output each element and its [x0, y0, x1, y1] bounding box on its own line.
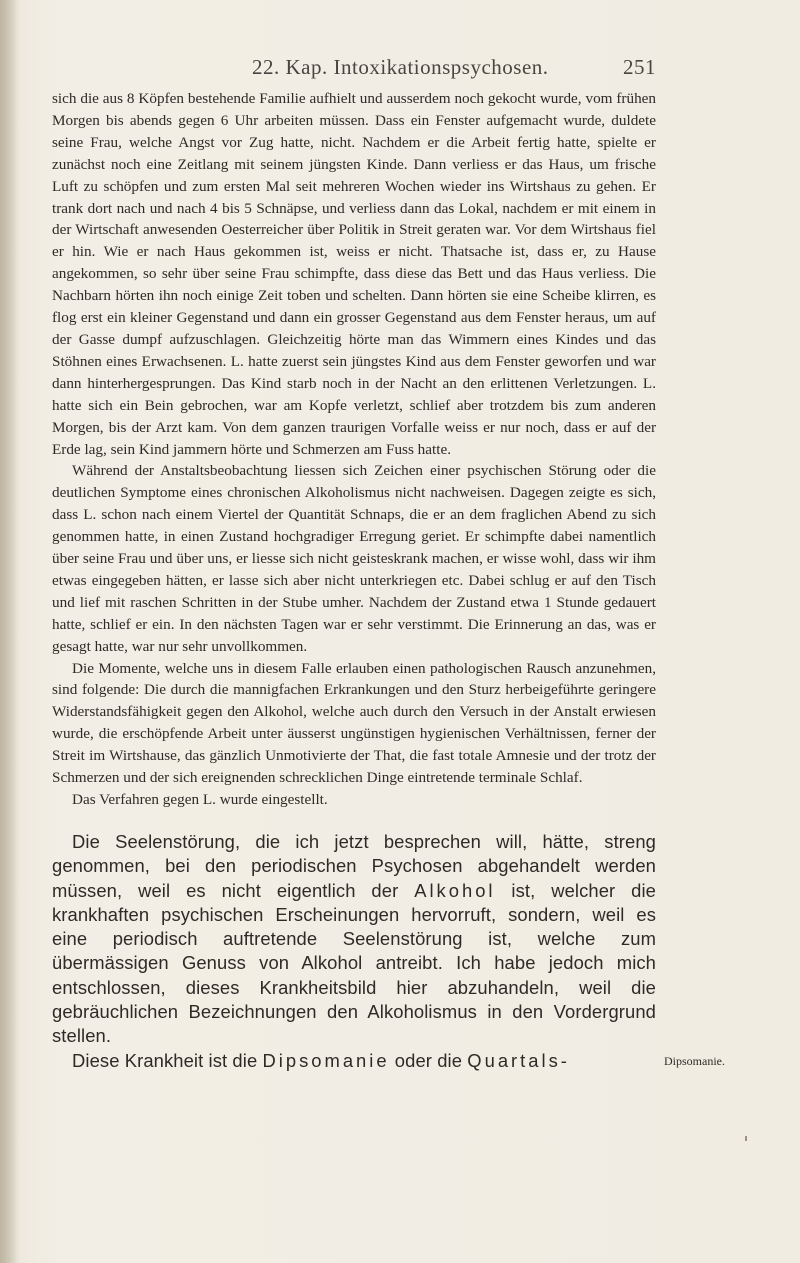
text-segment: Die Seelenstörung, die ich jetzt besprechen will, hätte, streng genommen, bei den periodischen Psychosen abgehandelt werden müssen, weil es nicht eigentlich der: [52, 831, 656, 901]
large-print-body: [52, 830, 656, 1073]
paragraph-verdict: Das Verfahren gegen L. wurde eingestellt.: [72, 791, 328, 808]
page-number: 251: [623, 55, 656, 79]
paragraph-dipsomania-definition: [52, 1049, 656, 1073]
paragraph-dipsomania-intro: [52, 830, 656, 1049]
binding-shadow: [0, 0, 18, 1263]
paragraph-conclusion: Die Momente, welche uns in diesem Falle erlauben einen pathologischen Rausch anzunehmen, sind folgende: Die durch die mannigfachen Erkrankungen und den Sturz herbeigeführte geringere Widerstandsfähigkeit gegen den Alkohol, welche auch durch den Versuch in der Anstalt erwiesen wurde, die erschöpfende Arbeit unter äusserst ungünstigen hygienischen Verhältnissen, ferner der Streit im Wirtshause, das gänzlich Unmotivierte der That, die fast totale Amnesie und der trotz der Schmerzen und der sich ereignenden schrecklichen Dinge eintretende terminale Schlaf.: [52, 659, 656, 787]
paper-speck: [745, 1136, 747, 1141]
running-title: 22. Kap. Intoxikationspsychosen.: [252, 55, 549, 79]
margin-note: Dipsomanie.: [664, 1054, 725, 1068]
emphasis-quartals: Quartals-: [467, 1049, 570, 1071]
text-segment: ist, welcher die krankhaften psychischen Erscheinungen hervorruft, sondern, weil es eine periodisch auftretende Seelenstörung ist, welche zum übermässigen Genuss von Alkohol antreibt. Ich habe jedoch mich entschlossen, dieses Krankheitsbild hier abzuhandeln, weil die gebräuchlichen Bezeichnungen den Alkoholismus in den Vordergrund stellen.: [52, 879, 656, 1047]
emphasis-dipsomanie: Dipsomanie: [262, 1049, 390, 1071]
paragraph-observation: Während der Anstaltsbeobachtung liessen sich Zeichen einer psychischen Störung oder die deutlichen Symptome eines chronischen Alkoholismus nicht nachweisen. Dagegen zeigte es sich, dass L. schon nach einem Viertel der Quantität Schnaps, die er an dem fraglichen Abend zu sich genommen hatte, in einen Zustand hochgradiger Erregung geriet. Er schimpfte dabei namentlich über seine Frau und über uns, er liesse sich nicht geisteskrank machen, er wisse wohl, dass wir ihm etwas eingegeben hätten, er lasse sich aber nicht unterkriegen etc. Dabei schlug er auf den Tisch und lief mit raschen Schritten in der Stube umher. Nachdem der Zustand etwa 1 Stunde gedauert hatte, schlief er ein. In den nächsten Tagen war er sehr verstimmt. Die Erinnerung an das, was er gesagt hatte, war nur sehr unvollkommen.: [52, 462, 656, 655]
paragraph-case-report: sich die aus 8 Köpfen bestehende Familie aufhielt und ausserdem noch gekocht wurde, vom frühen Morgen bis abends gegen 6 Uhr arbeiten müssen. Dass ein Fenster aufgemacht wurde, duldete seine Frau, welche Angst vor Zug hatte, nicht. Nachdem er die Arbeit fertig hatte, spielte er zunächst noch eine Zeitlang mit seinem jüngsten Kinde. Dann verliess er das Haus, um frische Luft zu schöpfen und zum ersten Mal seit mehreren Wochen wieder ins Wirtshaus zu gehen. Er trank dort nach und nach 4 bis 5 Schnäpse, und verliess dann das Lokal, nachdem er mit einem in der Wirtschaft anwesenden Oesterreicher über Politik in Streit geraten war. Vor dem Wirtshaus fiel er hin. Wie er nach Haus gekommen ist, weiss er nicht. Thatsache ist, dass er, zu Hause angekommen, so sehr über seine Frau schimpfte, dass diese das Bett und das Haus verliess. Die Nachbarn hörten ihn noch einige Zeit toben und schelten. Dann hörten sie eine Scheibe klirren, es flog erst ein kleiner Gegenstand und dann ein grosser Gegenstand aus dem Fenster heraus, um auf der Gasse dumpf aufzuschlagen. Gleichzeitig hörte man das Wimmern eines Kindes und das Stöhnen eines Erwachsenen. L. hatte zuerst sein jüngstes Kind aus dem Fenster geworfen und war dann hinterhergesprungen. Das Kind starb noch in der Nacht an den erlittenen Verletzungen. L. hatte sich ein Bein gebrochen, war am Kopfe verletzt, schlief aber trotzdem bis zum anderen Morgen, bis der Arzt kam. Von dem ganzen traurigen Vorfalle weiss er nur noch, dass er auf der Erde lag, sein Kind jammern hörte und Schmerzen am Fuss hatte.: [52, 90, 656, 458]
text-segment: Diese Krankheit ist die: [72, 1049, 263, 1071]
emphasis-alkohol: Alkohol: [414, 879, 496, 901]
page-header: [52, 55, 656, 83]
small-print-body: [52, 88, 656, 811]
text-segment: oder die: [389, 1049, 468, 1071]
